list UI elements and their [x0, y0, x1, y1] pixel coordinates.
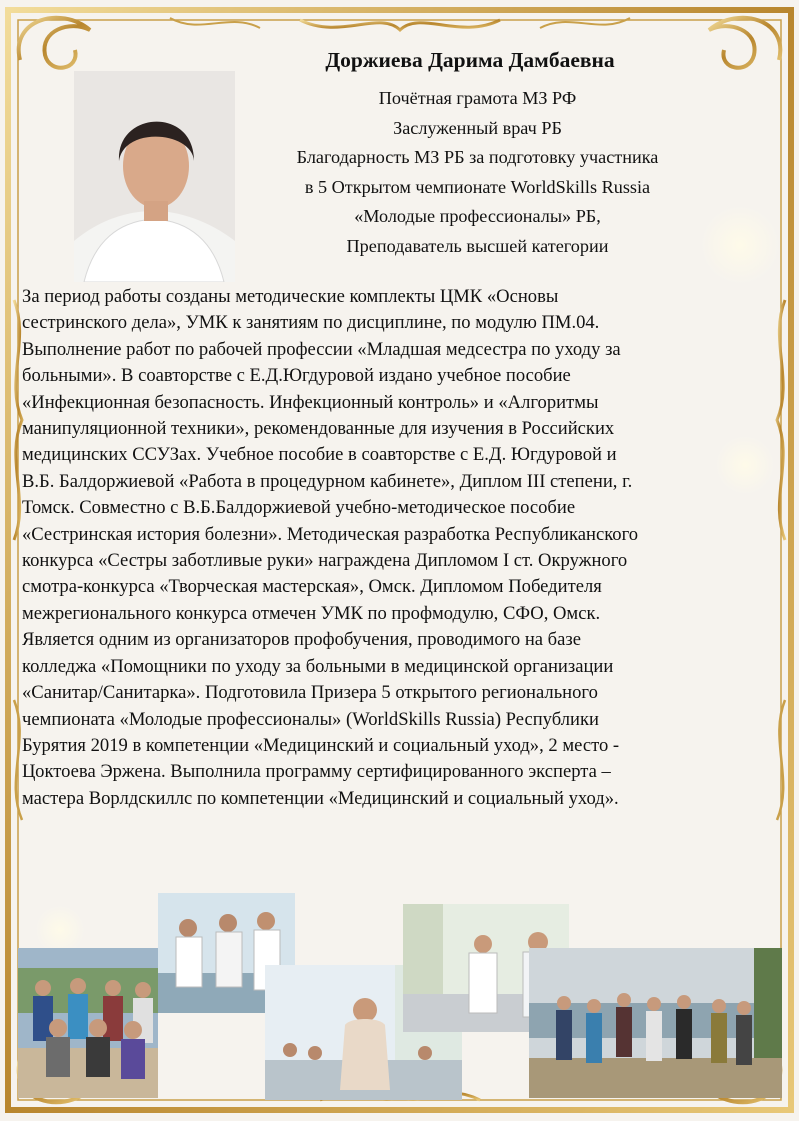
bio-line: смотра-конкурса «Творческая мастерская», Омск. Дипломом Победителя — [22, 576, 602, 598]
award-line: Благодарность МЗ РБ за подготовку участника — [296, 147, 659, 168]
bio-line: Выполнение работ по рабочей профессии «Младшая медсестра по уходу за — [22, 338, 621, 360]
bio-line: За период работы созданы методические комплекты ЦМК «Основы — [22, 286, 559, 307]
biography-text — [22, 284, 792, 812]
award-line: Преподаватель высшей категории — [346, 235, 609, 256]
bio-line: больными». В соавторстве с Е.Д.Югдуровой издано учебное пособие — [22, 365, 571, 387]
bio-line: «Сестринская история болезни». Методическая разработка Республиканского — [22, 523, 639, 545]
group-photo-lakeside — [529, 948, 782, 1098]
bio-line: «Санитар/Санитарка». Подготовила Призера 5 открытого регионального — [22, 682, 598, 704]
bio-line: «Инфекционная безопасность. Инфекционный контроль» и «Алгоритмы — [22, 391, 599, 413]
group-photo-outdoor-picnic — [18, 948, 158, 1098]
bio-line: Бурятия 2019 в компетенции «Медицинский и социальный уход», 2 место - — [22, 734, 620, 756]
portrait-photo — [74, 71, 235, 282]
award-line: «Молодые профессионалы» РБ, — [354, 206, 601, 227]
bio-line: Цоктоева Эржена. Выполнила программу сертифицированного эксперта – — [22, 761, 611, 783]
bio-line: Томск. Совместно с В.Б.Балдоржиевой учебно-методическое пособие — [22, 497, 576, 519]
person-name: Доржиева Дарима Дамбаевна — [325, 48, 615, 72]
bio-line: манипуляционной техники», рекомендованные для изучения в Российских — [22, 418, 615, 440]
award-line: в 5 Открытом чемпионате WorldSkills Russia — [304, 176, 651, 197]
bio-line: медицинских ССУЗах. Учебное пособие в соавторстве с Е.Д. Югдуровой и — [22, 444, 617, 466]
bio-line: В.Б. Балдоржиевой «Работа в процедурном кабинете», Диплом III степени, г. — [22, 470, 633, 492]
awards-list — [235, 84, 720, 262]
bio-line: мастера Ворлдскиллс по компетенции «Медицинский и социальный уход». — [22, 787, 619, 809]
bio-line: конкурса «Сестры заботливые руки» награждена Дипломом I ст. Окружного — [22, 550, 628, 572]
bio-line: Является одним из организаторов профобучения, проводимого на базе — [22, 629, 581, 651]
bio-line: сестринского дела», УМК к занятиям по дисциплине, по модулю ПМ.04. — [22, 312, 600, 334]
bio-line: межрегионального конкурса отмечен УМК по профмодулю, СФО, Омск. — [22, 602, 601, 624]
bio-line: колледжа «Помощники по уходу за больными в медицинской организации — [22, 655, 614, 677]
bio-line: чемпионата «Молодые профессионалы» (WorldSkills Russia) Республики — [22, 708, 599, 730]
award-line: Заслуженный врач РБ — [393, 117, 562, 138]
award-line: Почётная грамота МЗ РФ — [378, 88, 577, 108]
